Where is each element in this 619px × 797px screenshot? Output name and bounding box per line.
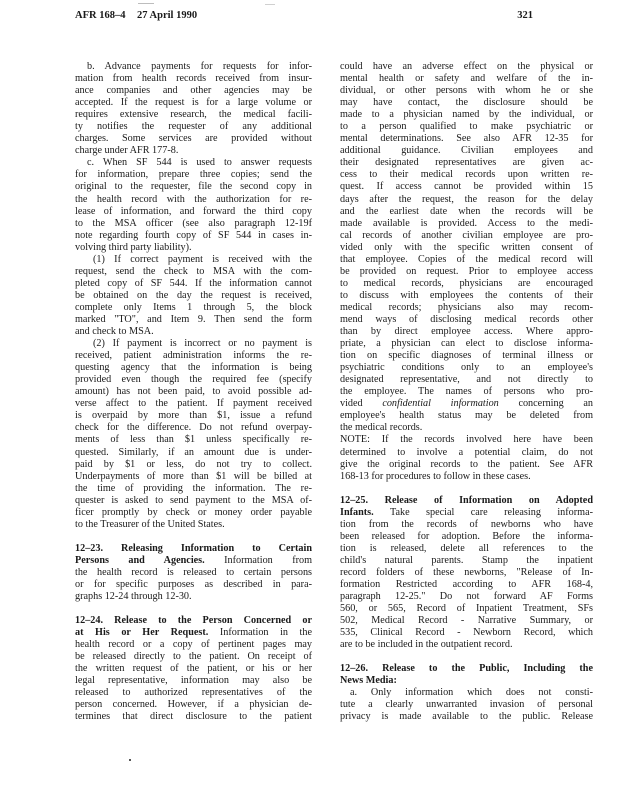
text-line: to the Treasurer of the United States.: [75, 518, 225, 530]
section-12-26: [340, 663, 593, 723]
text-line: complete only Items 1 through 5, the block: [75, 301, 312, 313]
text-span: Information from: [204, 554, 312, 566]
text-line: ments of less than $1 unless specifically re-: [75, 434, 312, 446]
text-line: paid by $1 or less, do not try to collect.: [75, 458, 312, 470]
text-line: [75, 555, 312, 567]
text-line: charges. Some services are provided without: [75, 133, 312, 145]
text-line: volving third party liability).: [75, 241, 192, 253]
text-line: and the earliest date when the records will be: [340, 205, 593, 217]
text-line: c. When SF 544 is used to answer requests: [87, 157, 312, 169]
section-12-23: [75, 543, 312, 603]
text-line: made available is provided. Access to the medi-: [340, 217, 593, 229]
section-heading: 12–26. Release to the Public, Including the: [340, 663, 593, 675]
text-line: is overpaid by more than $1, issue a refund: [75, 410, 312, 422]
text-line: request, send the check to MSA with the com-: [75, 265, 312, 277]
text-span: Take special care releasing informa-: [373, 506, 593, 518]
text-line: formation Restricted according to AFR 168-4,: [340, 578, 593, 590]
text-span: concerning an: [498, 398, 593, 410]
text-span: vided: [340, 398, 383, 410]
text-line: the written request of the patient, or his or her: [75, 663, 312, 675]
text-line: check for the difference. Do not refund overpay-: [75, 422, 312, 434]
text-line: for information, prepare three copies; send the: [75, 169, 312, 181]
text-line: 535, Clinical Record - Newborn Record, which: [340, 627, 593, 639]
text-line: ficer promptly by check or money order payable: [75, 506, 312, 518]
text-line: employee's health status may be deleted from: [340, 410, 593, 422]
text-line: original to the requester, file the second copy in: [75, 181, 312, 193]
note-block: [340, 434, 593, 482]
text-line: graphs 12-24 through 12-30.: [75, 591, 192, 603]
text-line: ance companies and other agencies may be: [75, 85, 312, 97]
section-heading: Persons and Agencies.: [75, 554, 205, 566]
text-line: medical records; physicians also may recom-: [340, 301, 593, 313]
right-column: [340, 61, 593, 723]
text-line: the health record with the authorization for re-: [75, 193, 312, 205]
text-line: mental health or safety and welfare of the in-: [340, 73, 593, 85]
text-line: paragraph 12-25." Do not forward AF Forms: [340, 591, 593, 603]
text-line: are to be included in the outpatient record.: [340, 639, 513, 651]
text-line: accepted. If the request is for a large volume or: [75, 97, 312, 109]
text-line: made to a physician named by the individual, or: [340, 109, 593, 121]
text-line: amount) has not been paid, to avoid possible ad-: [75, 386, 312, 398]
section-12-24: [75, 615, 312, 723]
text-line: quest. If access cannot be provided within 15: [340, 181, 593, 193]
paragraph-c: [75, 157, 312, 253]
text-line: to a person qualified to make psychiatric or: [340, 121, 593, 133]
text-line: dividual, or other persons with whom he or she: [340, 85, 593, 97]
text-line: verse affect to the patient. If payment received: [75, 398, 312, 410]
text-line: [340, 507, 593, 519]
text-line: could have an adverse effect on the physical or: [340, 61, 593, 72]
text-line: be released directly to the patient. On receipt of: [75, 651, 312, 663]
text-line: quester is asked to send payment to the MSA of-: [75, 494, 312, 506]
text-line: cal records of another civilian employee are pro-: [340, 229, 593, 241]
document-date: 27 April 1990: [137, 10, 198, 21]
scan-artifact: [129, 759, 131, 761]
text-line: mental determinations. See also AFR 12-35 for: [340, 133, 593, 145]
text-line: (1) If correct payment is received with the: [93, 253, 312, 265]
text-line: to medical records, physicians are encouraged: [340, 277, 593, 289]
text-line: their designated representatives are given ac-: [340, 157, 593, 169]
text-line: been released for adoption. Before the informa-: [340, 530, 593, 542]
scan-artifact: [265, 4, 275, 5]
text-line: additional guidance. Civilian employees and: [340, 145, 593, 157]
scan-artifact: [138, 3, 154, 4]
text-line: person concerned. However, if a physician de-: [75, 699, 312, 711]
text-line: the medical records.: [340, 422, 423, 434]
section-12-24-continued: [340, 61, 593, 434]
text-span: Information in the: [208, 627, 313, 639]
section-12-25: [340, 495, 593, 652]
text-line: health record or a copy of pertinent pages may: [75, 639, 312, 651]
text-line: pleted copy of SF 544. If the information cannot: [75, 277, 312, 289]
text-line: than by direct employee access. Where appro-: [340, 326, 593, 338]
text-line: tion on specific diagnoses of terminal illness or: [340, 350, 593, 362]
text-line: legal representative, information may also be: [75, 675, 312, 687]
text-line: a. Only information which does not consti-: [350, 687, 593, 699]
paragraph-c2: [75, 338, 312, 531]
page-header: [75, 10, 533, 24]
section-heading: 12–25. Release of Information on Adopted: [340, 494, 593, 506]
text-line: designated representative, and not directly to: [340, 374, 593, 386]
section-heading: News Media:: [340, 675, 397, 687]
text-line: that employee. Copies of the medical record will: [340, 253, 593, 265]
text-line: and check to MSA.: [75, 326, 154, 338]
text-line: marked "TO", and Item 9. Then send the form: [75, 313, 312, 325]
text-line: provided even though the required fee (specify: [75, 374, 312, 386]
text-line: questing agency that the information is being: [75, 362, 312, 374]
text-line: be obtained on the day the request is received,: [75, 289, 312, 301]
document-code: AFR 168–4: [75, 10, 126, 21]
italic-emphasis: confidential information: [382, 398, 499, 410]
text-line: to discuss with employees the contents of their: [340, 289, 593, 301]
section-heading: 12–23. Releasing Information to Certain: [75, 542, 312, 554]
text-line: mend ways of disclosing medical records other: [340, 313, 593, 325]
text-line: 560, or 565, Record of Inpatient Treatment, SFs: [340, 603, 593, 615]
text-line: vided only with the specific written consent of: [340, 241, 593, 253]
text-line: (2) If payment is incorrect or no payment is: [93, 338, 312, 350]
text-line: the health record is released to certain persons: [75, 566, 312, 578]
text-line: NOTE: If the records involved here have been: [340, 434, 593, 446]
text-line: tion from the records of newborns who have: [340, 518, 593, 530]
text-line: may have contact, the disclosure should be: [340, 97, 593, 109]
left-column: [75, 61, 312, 723]
text-line: determined to involve a potential claim, do not: [340, 446, 593, 458]
text-line: [340, 398, 593, 410]
text-line: b. Advance payments for requests for infor-: [87, 61, 312, 72]
paragraph-c1: [75, 254, 312, 338]
text-line: requires extensive research, the medical facili-: [75, 109, 312, 121]
text-line: child's natural parents. Stamp the inpatient: [340, 554, 593, 566]
text-line: lease of information, and forward the third copy: [75, 205, 312, 217]
text-line: termines that direct disclosure to the patient: [75, 711, 312, 723]
text-line: ty notifies the requester of any additional: [75, 121, 312, 133]
text-line: days after the request, the reason for the delay: [340, 193, 593, 205]
text-line: [75, 627, 312, 639]
text-line: tute a clearly unwarranted invasion of personal: [340, 699, 593, 711]
text-line: the time of providing the information. The re-: [75, 482, 312, 494]
text-line: tion is released, delete all references to the: [340, 542, 593, 554]
text-line: 168-13 for procedures to follow in these cases.: [340, 470, 531, 482]
text-line: priate, a physician can elect to disclose informa-: [340, 338, 593, 350]
text-line: cess to their medical records upon written re-: [340, 169, 593, 181]
text-line: released to authorized representatives of the: [75, 687, 312, 699]
text-line: give the original records to the patient. See AFR: [340, 458, 593, 470]
text-line: or for specific purposes as described in para-: [75, 578, 312, 590]
text-line: charge under AFR 177-8.: [75, 145, 179, 157]
text-line: quested. Similarly, if an amount due is under-: [75, 446, 312, 458]
text-line: 502, Medical Record - Narrative Summary, or: [340, 615, 593, 627]
text-line: to the MSA officer (see also paragraph 12-19f: [75, 217, 312, 229]
text-line: psychiatric conditions only to an employee's: [340, 362, 593, 374]
text-line: received, patient administration informs the re-: [75, 350, 312, 362]
text-line: record folders of these newborns, "Release of In-: [340, 566, 593, 578]
section-heading: 12–24. Release to the Person Concerned or: [75, 615, 312, 627]
section-heading: at His or Her Request.: [75, 627, 209, 639]
text-line: mation from health records received from insur-: [75, 73, 312, 85]
text-line: Underpayments of more than $1 will be billed at: [75, 470, 312, 482]
text-line: privacy is made available to the public. Release: [340, 711, 593, 723]
text-line: note regarding fourth copy of SF 544 in cases in-: [75, 229, 312, 241]
text-line: be provided on request. Prior to employee access: [340, 265, 593, 277]
section-heading: Infants.: [340, 506, 374, 518]
paragraph-b: [75, 61, 312, 157]
page-number: 321: [517, 10, 533, 21]
text-line: the employee. The names of persons who pro-: [340, 386, 593, 398]
